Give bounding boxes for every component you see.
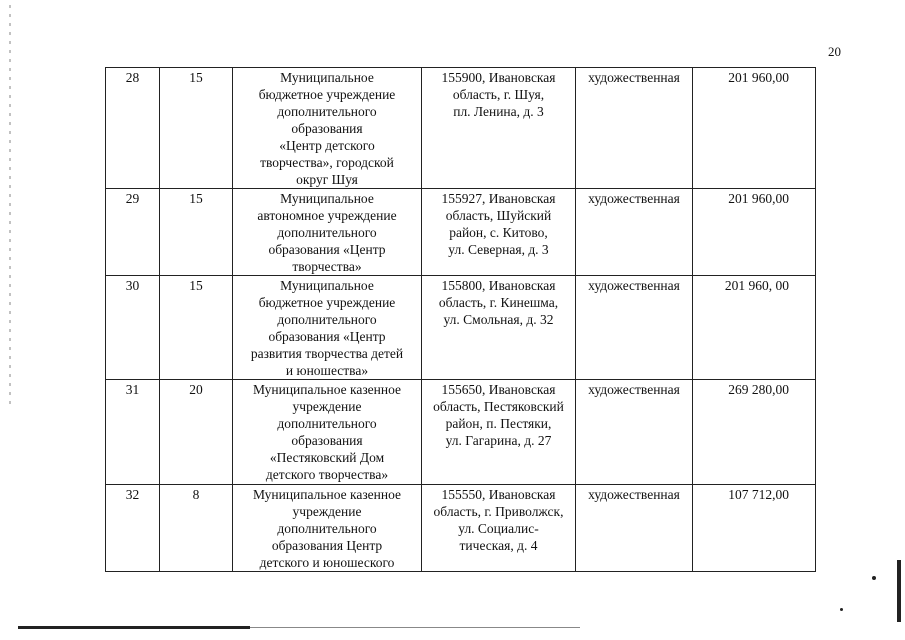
- amount-cell: 201 960, 00: [693, 276, 816, 380]
- count-cell: 15: [160, 189, 233, 276]
- institution-cell: [233, 68, 422, 189]
- table-row: [106, 276, 816, 380]
- institution-line: «Пестяковский Дом: [269, 450, 385, 465]
- amount-cell: 107 712,00: [693, 485, 816, 572]
- institution-line: образования: [291, 121, 363, 136]
- institution-line: Муниципальное: [280, 191, 374, 206]
- direction-cell: художественная: [576, 485, 693, 572]
- table-row: [106, 189, 816, 276]
- institutions-table: [105, 67, 816, 572]
- row-number-cell: 28: [106, 68, 160, 189]
- institution-line: детского и юношеского: [259, 555, 395, 570]
- bottom-rule: [18, 626, 250, 629]
- institution-line: округ Шуя: [296, 172, 358, 187]
- address-line: тическая, д. 4: [459, 538, 538, 553]
- row-number-cell: 29: [106, 189, 160, 276]
- address-line: 155650, Ивановская: [441, 382, 556, 397]
- count-cell: 8: [160, 485, 233, 572]
- direction-cell: художественная: [576, 380, 693, 485]
- institution-line: развития творчества детей: [250, 346, 404, 361]
- address-line: 155900, Ивановская: [441, 70, 556, 85]
- address-line: ул. Социалис-: [458, 521, 539, 536]
- institution-line: творчества», городской: [260, 155, 394, 170]
- address-line: пл. Ленина, д. 3: [453, 104, 544, 119]
- institution-line: Муниципальное казенное: [252, 487, 402, 502]
- direction-cell: художественная: [576, 68, 693, 189]
- address-line: область, г. Шуя,: [452, 87, 545, 102]
- institution-cell: [233, 485, 422, 572]
- institution-line: дополнительного: [277, 312, 377, 327]
- institution-line: дополнительного: [277, 104, 377, 119]
- address-cell: [422, 485, 576, 572]
- institution-line: Муниципальное: [280, 70, 374, 85]
- address-cell: [422, 380, 576, 485]
- row-number-cell: 31: [106, 380, 160, 485]
- address-line: район, с. Китово,: [449, 225, 548, 240]
- address-line: 155927, Ивановская: [441, 191, 556, 206]
- institution-line: дополнительного: [277, 225, 377, 240]
- direction-cell: художественная: [576, 276, 693, 380]
- row-number-cell: 30: [106, 276, 160, 380]
- institution-line: бюджетное учреждение: [258, 295, 396, 310]
- institution-line: Муниципальное: [280, 278, 374, 293]
- institution-line: образования Центр: [271, 538, 383, 553]
- scan-dot: [872, 576, 876, 580]
- address-line: ул. Смольная, д. 32: [443, 312, 554, 327]
- institution-line: автономное учреждение: [257, 208, 397, 223]
- row-number-cell: 32: [106, 485, 160, 572]
- address-cell: [422, 189, 576, 276]
- count-cell: 15: [160, 68, 233, 189]
- scan-dot: [840, 608, 843, 611]
- institution-cell: [233, 189, 422, 276]
- address-line: область, г. Приволжск,: [433, 504, 564, 519]
- address-line: ул. Гагарина, д. 27: [445, 433, 552, 448]
- institution-line: Муниципальное казенное: [252, 382, 402, 397]
- table-row: [106, 380, 816, 485]
- address-line: область, г. Кинешма,: [438, 295, 559, 310]
- direction-cell: художественная: [576, 189, 693, 276]
- scan-edge-marks: [9, 5, 11, 405]
- scan-edge-bar: [897, 560, 901, 622]
- institution-line: «Центр детского: [279, 138, 375, 153]
- institution-line: творчества»: [292, 259, 362, 274]
- table-row: [106, 485, 816, 572]
- institution-line: дополнительного: [277, 416, 377, 431]
- address-line: 155550, Ивановская: [441, 487, 556, 502]
- institution-line: образования: [291, 433, 363, 448]
- institution-cell: [233, 276, 422, 380]
- table-row: [106, 68, 816, 189]
- institution-cell: [233, 380, 422, 485]
- institution-line: образования «Центр: [268, 329, 386, 344]
- count-cell: 20: [160, 380, 233, 485]
- institution-line: бюджетное учреждение: [258, 87, 396, 102]
- address-cell: [422, 68, 576, 189]
- address-cell: [422, 276, 576, 380]
- institution-line: учреждение: [292, 399, 362, 414]
- amount-cell: 201 960,00: [693, 189, 816, 276]
- institution-line: детского творчества»: [265, 467, 389, 482]
- count-cell: 15: [160, 276, 233, 380]
- address-line: ул. Северная, д. 3: [448, 242, 549, 257]
- address-line: область, Пестяковский: [433, 399, 564, 414]
- page-number: 20: [828, 44, 841, 59]
- amount-cell: 269 280,00: [693, 380, 816, 485]
- address-line: район, п. Пестяки,: [445, 416, 552, 431]
- institution-line: и юношества»: [285, 363, 369, 378]
- institution-line: дополнительного: [277, 521, 377, 536]
- institution-line: образования «Центр: [268, 242, 386, 257]
- address-line: 155800, Ивановская: [441, 278, 556, 293]
- address-line: область, Шуйский: [445, 208, 552, 223]
- bottom-rule-thin: [250, 627, 580, 628]
- institution-line: учреждение: [292, 504, 362, 519]
- amount-cell: 201 960,00: [693, 68, 816, 189]
